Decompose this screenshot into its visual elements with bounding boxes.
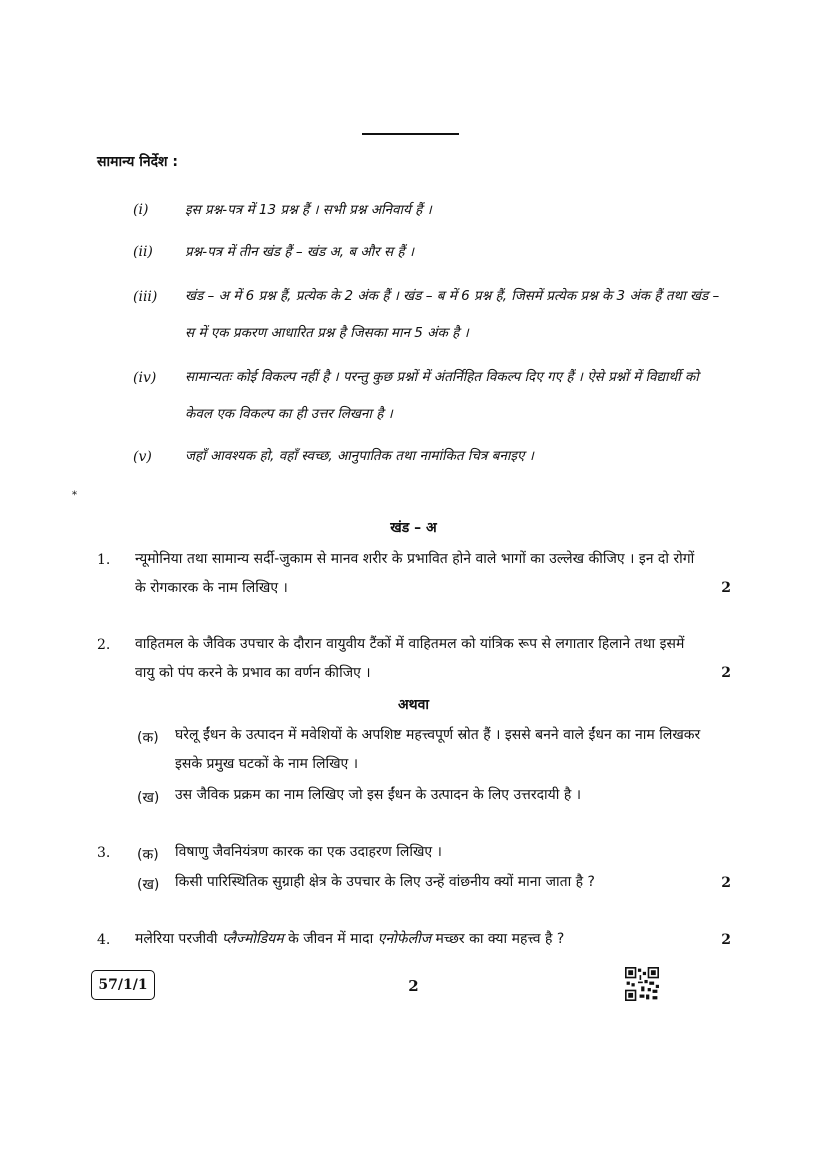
page-number: 2 xyxy=(408,977,419,995)
sub-question-label: (ख) xyxy=(137,877,160,893)
question-text xyxy=(135,925,700,954)
or-separator: अथवा xyxy=(397,697,430,713)
question-number: 1. xyxy=(97,552,111,568)
question-text-part: मच्छर का क्या महत्त्व है ? xyxy=(431,931,565,947)
question-number: 2. xyxy=(97,637,111,653)
qr-code-icon xyxy=(625,967,659,1001)
question-marks: 2 xyxy=(721,932,731,948)
question-number: 4. xyxy=(97,932,111,948)
italic-term: प्लैज्मोडियम xyxy=(221,931,284,947)
sub-question-text: घरेलू ईंधन के उत्पादन में मवेशियों के अपशिष्ट महत्त्वपूर्ण स्रोत हैं । इससे बनने वाले ईंधन का नाम लिखकर इसके प्रमुख घटकों के नाम लिखिए । xyxy=(175,727,701,772)
instruction-number: (iii) xyxy=(133,289,158,305)
question-text-part: मलेरिया परजीवी xyxy=(135,931,222,947)
paper-code: 57/1/1 xyxy=(91,970,155,1000)
instruction-text: प्रश्न-पत्र में तीन खंड हैं – खंड अ, ब और स हैं । xyxy=(185,244,414,260)
top-rule xyxy=(362,133,459,135)
question-number: 3. xyxy=(97,845,111,861)
sub-question-text: विषाणु जैवनियंत्रण कारक का एक उदाहरण लिखिए । xyxy=(175,844,442,860)
question-marks: 2 xyxy=(721,665,731,681)
sub-question-label: (क) xyxy=(137,730,159,746)
question-text: न्यूमोनिया तथा सामान्य सर्दी-जुकाम से मानव शरीर के प्रभावित होने वाले भागों का उल्लेख कीजिए । इन दो रोगों के रोगकारक के नाम लिखिए । xyxy=(135,551,695,596)
instruction-number: (i) xyxy=(133,202,149,218)
instruction-number: (ii) xyxy=(133,244,153,260)
sub-question-label: (क) xyxy=(137,847,159,863)
sub-question-text: उस जैविक प्रक्रम का नाम लिखिए जो इस ईंधन के उत्पादन के लिए उत्तरदायी है । xyxy=(175,787,582,803)
margin-marker: * xyxy=(72,490,77,501)
instruction-text: सामान्यतः कोई विकल्प नहीं है । परन्तु कुछ प्रश्नों में अंतर्निहित विकल्प दिए गए हैं । ऐसे प्रश्नों में विद्यार्थी को केवल एक विकल्प का ही उत्तर लिखना है । xyxy=(185,369,699,422)
question-text-part: के जीवन में मादा xyxy=(283,931,378,947)
instructions-heading: सामान्य निर्देश : xyxy=(97,154,179,170)
italic-term: एनोफेलीज xyxy=(377,931,432,947)
sub-question-text: किसी पारिस्थितिक सुग्राही क्षेत्र के उपचार के लिए उन्हें वांछनीय क्यों माना जाता है ? xyxy=(175,874,595,890)
question-text: वाहितमल के जैविक उपचार के दौरान वायुवीय टैंकों में वाहितमल को यांत्रिक रूप से लगातार हिलाने तथा इसमें वायु को पंप करने के प्रभाव का वर्णन कीजिए । xyxy=(135,636,685,681)
section-title: खंड – अ xyxy=(390,520,437,536)
instruction-text: खंड – अ में 6 प्रश्न हैं, प्रत्येक के 2 अंक हैं । खंड – ब में 6 प्रश्न हैं, जिसमें प्रत्येक प्रश्न के 3 अंक हैं तथा खंड – स में एक प्रकरण आधारित प्रश्न है जिसका मान 5 अंक है । xyxy=(185,288,720,341)
sub-question-label: (ख) xyxy=(137,790,160,806)
instruction-text: इस प्रश्न-पत्र में 13 प्रश्न हैं । सभी प्रश्न अनिवार्य हैं । xyxy=(185,202,432,218)
instruction-number: (v) xyxy=(133,449,152,465)
question-marks: 2 xyxy=(721,875,731,891)
instruction-number: (iv) xyxy=(133,370,157,386)
instruction-text: जहाँ आवश्यक हो, वहाँ स्वच्छ, आनुपातिक तथा नामांकित चित्र बनाइए । xyxy=(185,448,534,464)
question-marks: 2 xyxy=(721,580,731,596)
